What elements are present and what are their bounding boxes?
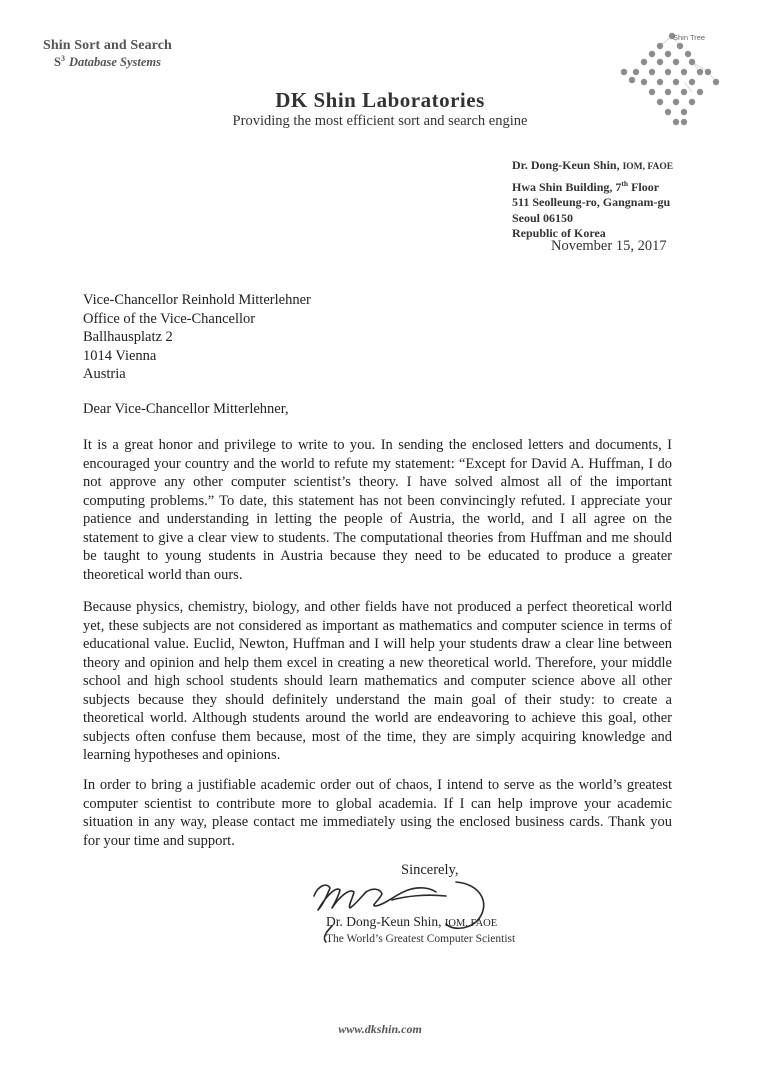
signature-credentials: IOM, FAOE	[444, 918, 498, 929]
signature-title: The World’s Greatest Computer Scientist	[326, 933, 516, 945]
signature-name	[326, 914, 497, 930]
sender-credentials: IOM, FAOE	[622, 162, 674, 172]
sender-building-sup: th	[621, 178, 629, 188]
tree-node-dot	[657, 43, 663, 49]
brand-s3-superscript: 3	[60, 54, 65, 63]
brand-name: Shin Sort and Search	[43, 38, 172, 53]
sender-street: 511 Seolleung-ro, Gangnam-gu	[512, 195, 671, 209]
recipient-line: 1014 Vienna	[83, 347, 157, 364]
recipient-line: Ballhausplatz 2	[83, 329, 173, 345]
tree-node-dot	[665, 51, 671, 57]
recipient-line: Vice-Chancellor Reinhold Mitterlehner	[83, 292, 311, 308]
tree-branches	[660, 36, 716, 92]
signature-name-text: Dr. Dong-Keun Shin,	[326, 914, 442, 929]
logo-label: Shin Tree	[673, 33, 706, 42]
sender-building-line	[512, 176, 673, 196]
tree-node-dot	[641, 79, 647, 85]
sender-country: Republic of Korea	[512, 226, 606, 240]
tree-node-dot	[665, 69, 671, 75]
recipient-line: Austria	[83, 366, 126, 382]
tree-node-dot	[689, 59, 695, 65]
tree-node-dot	[621, 69, 627, 75]
tree-node-dot	[649, 51, 655, 57]
salutation: Dear Vice-Chancellor Mitterlehner,	[83, 401, 289, 417]
body-paragraph: Because physics, chemistry, biology, and other fields have not produced a perfect theoretical world yet, these subjects are not considered as important as mathematics and computer science in terms of educational value. Euclid, Newton, Huffman and I will help your students draw a clear line between theory and opinion and help them excel in creating a new theoretical world. Therefore, your middle school and high school students should learn mathematics and computer science above all other subjects because they should definitely understand the main goal of their study: to create a theoretical world. Although students around the world are endeavoring to achieve this goal, other subjects often confuse them because, most of the time, they are simply acquiring knowledge and learning hypotheses and opinions.	[83, 599, 672, 763]
tree-node-dot	[673, 79, 679, 85]
closing: Sincerely,	[401, 862, 459, 878]
tree-node-dot	[689, 79, 695, 85]
tree-node-dot	[685, 51, 691, 57]
sender-city: Seoul 06150	[512, 210, 574, 225]
sender-address	[512, 158, 673, 242]
company-name: DK Shin Laboratories	[275, 88, 485, 112]
tree-node-dot	[697, 69, 703, 75]
tree-node-dot	[705, 69, 711, 75]
recipient-line: Office of the Vice-Chancellor	[83, 310, 256, 327]
tree-node-dot	[633, 69, 639, 75]
body-paragraph: In order to bring a justifiable academic order out of chaos, I intend to serve as the world’s greatest computer scientist to contribute more to global academia. If I can help improve your academic situation in any way, please contact me immediately using the enclosed business cards. Thank you for your time and support.	[83, 777, 672, 849]
tree-node-dot	[713, 79, 719, 85]
website-footer: www.dkshin.com	[338, 1022, 422, 1036]
tree-node-dot	[677, 43, 683, 49]
tree-node-dot	[657, 59, 663, 65]
sender-name: Dr. Dong-Keun Shin,	[512, 158, 620, 172]
sender-name-line	[512, 158, 673, 176]
sender-floor: Floor	[628, 179, 660, 194]
brand-s3: S	[54, 55, 61, 70]
body-paragraph: It is a great honor and privilege to write to you. In sending the enclosed letters and documents, I encouraged your country and the world to refute my statement: “Except for David A. Huffman, I do not approve any other computer scientist’s theory. I have solved almost all of the important computing problems.” To date, this statement has not been convincingly refuted. I appreciate your patience and understanding in letting the people of Austria, the world, and I all agree on the statement to give a clear view to students. The computational theories from Huffman and me should be taught to young students in Austria because they need to be educated to produce a greater theoretical world than ours.	[83, 437, 672, 583]
brand-database-systems: Database Systems	[68, 55, 161, 70]
sender-building: Hwa Shin Building, 7	[512, 179, 622, 194]
tree-node-dot	[657, 79, 663, 85]
tree-node-dot	[673, 59, 679, 65]
letter-date: November 15, 2017	[551, 238, 667, 254]
brand-subtitle	[54, 54, 161, 70]
recipient-address	[83, 291, 311, 384]
tree-node-dot	[629, 77, 635, 83]
tree-node-dot	[681, 69, 687, 75]
company-tagline: Providing the most efficient sort and search engine	[232, 113, 528, 129]
tree-node-dot	[649, 69, 655, 75]
tree-node-dot	[641, 59, 647, 65]
